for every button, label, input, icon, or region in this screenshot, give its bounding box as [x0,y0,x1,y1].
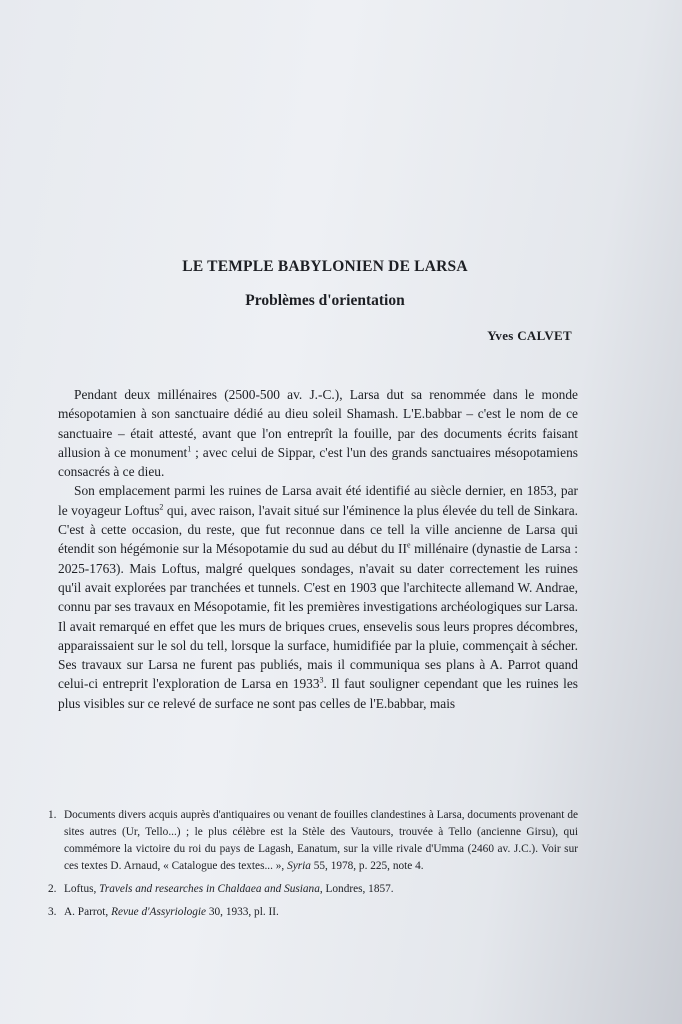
body-paragraph: Son emplacement parmi les ruines de Larsa avait été identifié au siècle dernier, en 1853, par le voyageur Loftus$^2$ qui, avec raison, l'avait situé sur l'éminence la plus élevée du tell de Sinkara. C'est à cette occasion, du reste, que fut reconnue dans ce tell la ville ancienne de Larsa qui étendit son hégémonie sur la Mésopotamie du sud au début du IIe millénaire (dynastie de Larsa : 2025-1763). Mais Loftus, malgré quelques sondages, n'avait su dater correctement les ruines qu'il avait explorées par tranchées et tunnels. C'est en 1903 que l'architecte allemand W. Andrae, connu par ses travaux en Mésopotamie, fit les premières investigations archéologiques sur Larsa. Il avait remarqué en effet que les murs de briques crues, ensevelis sous leurs propres décombres, apparaissaient sur le sol du tell, lorsque la surface, humidifiée par la pluie, commençait à sécher. Ses travaux sur Larsa ne furent pas publiés, mais il communiqua ses plans à A. Parrot quand celui-ci entreprit l'exploration de Larsa en 1933$^3$. Il faut souligner cependant que les ruines les plus visibles sur ce relevé de surface ne sont pas celles de l'E.babbar, mais [58,483,578,711]
footnotes [48,807,578,927]
article-subtitle: Problèmes d'orientation [245,292,405,309]
footnote-ref: 2 [159,502,164,512]
footnote-number: 1. [48,809,57,821]
footnote-text: Loftus, Travels and researches in Chaldaea and Susiana, Londres, 1857. [64,883,394,895]
author-name: Yves CALVET [487,328,572,343]
footnote [48,881,578,898]
body-paragraph: Pendant deux millénaires (2500-500 av. J.-C.), Larsa dut sa renommée dans le monde mésopotamien à son sanctuaire dédié au dieu soleil Shamash. L'E.babbar – c'est le nom de ce sanctuaire – était attesté, avant que l'on entreprît la fouille, par des documents écrits faisant allusion à ce monument$^1$ ; avec celui de Sippar, c'est l'un des grands sanctuaires mésopotamiens consacrés à ce dieu. [58,387,578,480]
footnote-ref: 3 [319,675,324,685]
ordinal-superscript: e [406,540,411,550]
article-title: LE TEMPLE BABYLONIEN DE LARSA [182,258,468,275]
footnote-text: A. Parrot, Revue d'Assyriologie 30, 1933, pl. II. [64,906,279,918]
footnote-text: Documents divers acquis auprès d'antiquaires ou venant de fouilles clandestines à Larsa, documents provenant de sites autres (Ur, Tello...) ; le plus célèbre est la Stèle des Vautours, trouvée à Tello (ancienne Girsu), qui commémore la victoire du roi du pays de Lagash, Eanatum, sur la ville rivale d'Umma (2460 av. J.C.). Voir sur ces textes D. Arnaud, « Catalogue des textes... », Syria 55, 1978, p. 225, note 4. [64,809,578,872]
footnote-number: 3. [48,906,57,918]
footnote-ref: 1 [187,444,192,454]
footnote-number: 2. [48,883,57,895]
article-body [58,385,578,713]
footnote [48,807,578,875]
footnote [48,904,578,921]
